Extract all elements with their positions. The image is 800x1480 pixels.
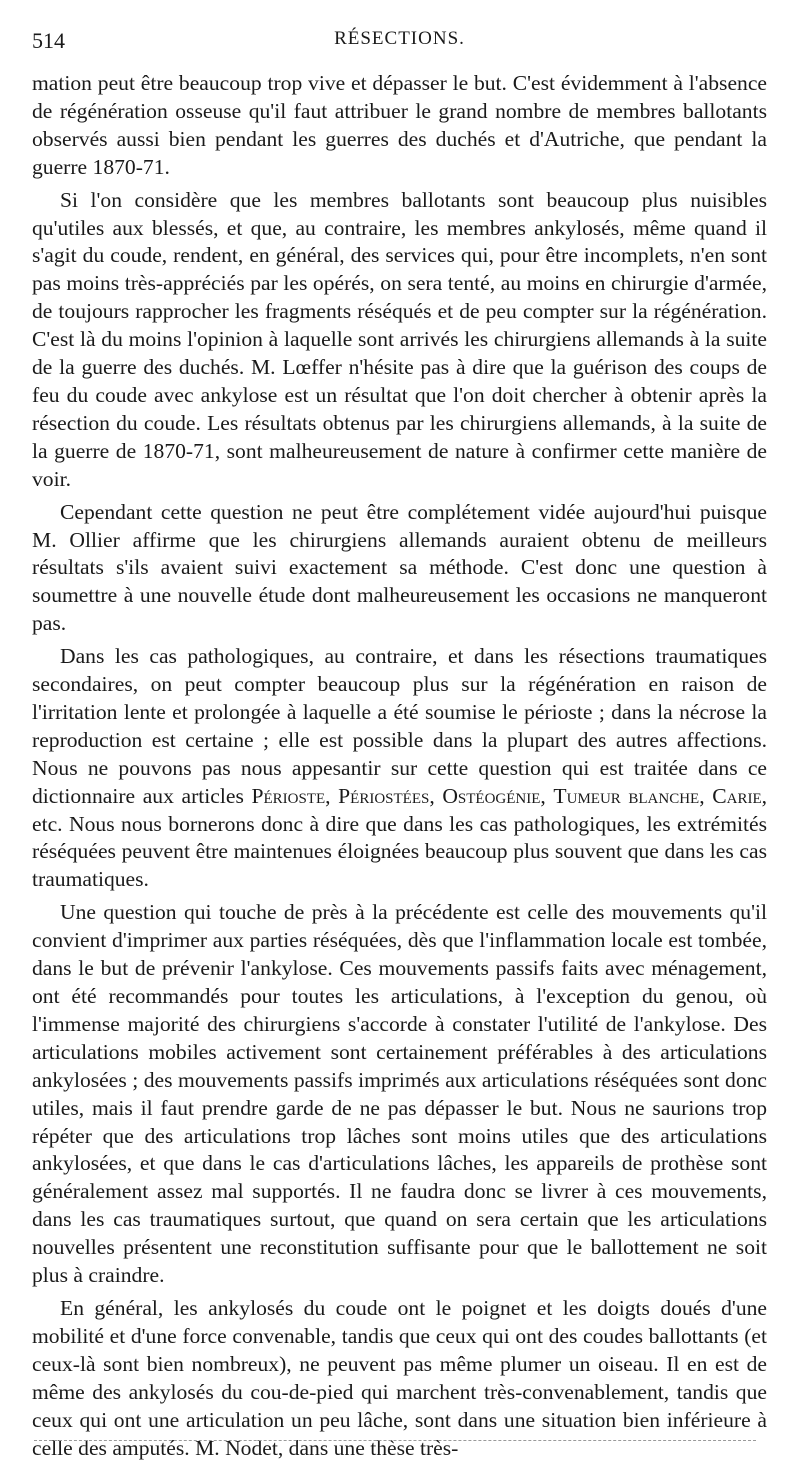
paragraph-ankyloses-coude: En général, les ankylosés du coude ont le poignet et les doigts doués d'une mobilité et d'une force convenable, tandis que ceux qui ont des coudes ballottants (et ceux-là sont bien nombreux), ne peuvent pas même plumer un oiseau. Il en est de même des ankylosés du cou-de-pied qui marchent très-convenablement, tandis que ceux qui ont une articulation un peu lâche, sont dans une situation bien inférieure à celle des amputés. M. Nodet, dans une thèse très- — [32, 1295, 767, 1460]
paragraph-text: Dans les cas pathologiques, au contraire, et dans les résections traumatiques secondaires, on peut compter beaucoup plus sur la régénération en raison de l'irritation lente et prolongée à laquelle a été soumise le périoste ; dans la nécrose la reproduction est certaine ; elle est possible dans la plupart des autres affections. Nous ne pouvons pas nous appesantir sur cette question qui est traitée dans ce dictionnaire aux articles — [32, 644, 767, 808]
article-reference-tumeur-blanche: Tumeur blanche — [553, 783, 700, 808]
separator: , — [540, 783, 554, 808]
article-reference-perioste: Périoste — [251, 783, 326, 808]
body-text — [32, 70, 767, 1462]
page-header — [32, 28, 767, 56]
article-reference-periostees: Périostées — [338, 783, 430, 808]
separator: , — [699, 783, 713, 808]
book-page — [32, 28, 767, 1467]
paragraph-membres-ballotants: Si l'on considère que les membres ballotants sont beaucoup plus nuisibles qu'utiles aux blessés, et que, au contraire, les membres ankylosés, même quand il s'agit du coude, rendent, en général, des services qui, pour être incomplets, n'en sont pas moins très-appréciés par les opérés, on sera tenté, au moins en chirurgie d'armée, de toujours rapprocher les fragments réséqués et de peu compter sur la régénération. C'est là du moins l'opinion à laquelle sont arrivés les chirurgiens allemands à la suite de la guerre des duchés. M. Lœffer n'hésite pas à dire que la guérison des coups de feu du coude avec ankylose est un résultat que l'on doit chercher à obtenir après la résection du coude. Les résultats obtenus par les chirurgiens allemands, à la suite de la guerre de 1870-71, sont malheureusement de nature à confirmer cette manière de voir. — [32, 187, 767, 491]
footer-rule — [34, 1440, 756, 1441]
article-reference-osteogenie: Ostéogénie — [442, 783, 541, 808]
separator: , — [429, 783, 443, 808]
separator: , — [325, 783, 339, 808]
paragraph-text: , etc. Nous nous bornerons donc à dire que dans les cas pathologiques, les extrémités réséquées peuvent être maintenues éloignées beaucoup plus souvent que dans les cas traumatiques. — [32, 783, 768, 892]
paragraph-cas-pathologiques — [32, 643, 767, 894]
paragraph-continuation: mation peut être beaucoup trop vive et dépasser le but. C'est évidemment à l'absence de régénération osseuse qu'il faut attribuer le grand nombre de membres ballotants observés aussi bien pendant les guerres des duchés et d'Autriche, que pendant la guerre 1870-71. — [32, 71, 767, 179]
paragraph-mouvements: Une question qui touche de près à la précédente est celle des mouvements qu'il convient d'imprimer aux parties réséquées, dès que l'inflammation locale est tombée, dans le but de prévenir l'ankylose. Ces mouvements passifs faits avec ménagement, ont été recommandés pour toutes les articulations, à l'exception du genou, où l'immense majorité des chirurgiens s'accorde à constater l'utilité de l'ankylose. Des articulations mobiles activement sont certainement préférables à des articulations ankylosées ; des mouvements passifs imprimés aux articulations réséquées sont donc utiles, mais il faut prendre garde de ne pas dépasser le but. Nous ne saurions trop répéter que des articulations trop lâches sont moins utiles que des articulations ankylosées, et que dans le cas d'articulations lâches, les appareils de prothèse sont généralement assez mal supportés. Il ne faudra donc se livrer à ces mouvements, dans les cas traumatiques surtout, que quand on sera certain que les articulations nouvelles présentent une reconstitution suffisante pour que le ballottement ne soit plus à craindre. — [32, 900, 767, 1288]
article-reference-carie: Carie — [712, 783, 762, 808]
running-title: RÉSECTIONS. — [334, 28, 465, 49]
paragraph-ollier: Cependant cette question ne peut être complétement vidée aujourd'hui puisque M. Ollier affirme que les chirurgiens allemands auraient obtenu de meilleurs résultats s'ils avaient suivi exactement sa méthode. C'est donc une question à soumettre à une nouvelle étude dont malheureusement les occasions ne manqueront pas. — [32, 499, 767, 636]
page-number: 514 — [32, 28, 65, 53]
